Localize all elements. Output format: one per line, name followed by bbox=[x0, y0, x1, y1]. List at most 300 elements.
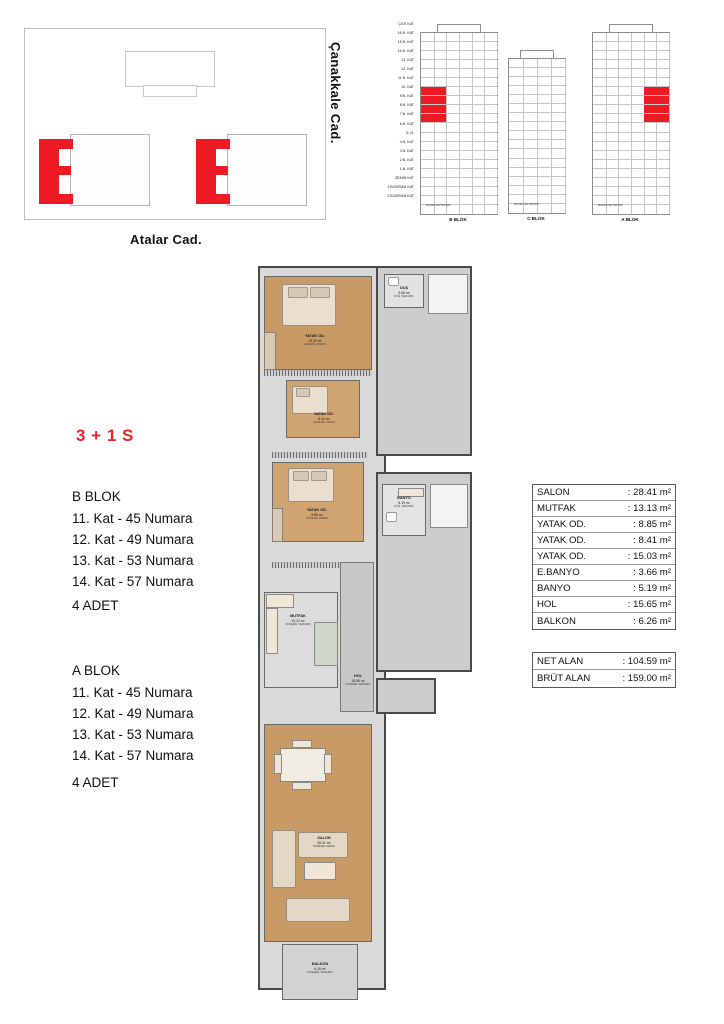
room-name: MUTFAK bbox=[290, 614, 306, 618]
unit-cell bbox=[434, 142, 448, 150]
unit-cell bbox=[551, 113, 566, 121]
unit-cell bbox=[472, 187, 486, 195]
block-b-unit: 13. Kat - 53 Numara bbox=[72, 553, 194, 568]
unit-cell bbox=[618, 33, 632, 41]
tower-floor-row bbox=[593, 114, 669, 123]
unit-cell bbox=[523, 177, 538, 185]
block-a-unit: 14. Kat - 57 Numara bbox=[72, 748, 194, 763]
site-plan-highlight-a bbox=[196, 139, 216, 204]
highlighted-unit-cell bbox=[421, 96, 435, 104]
unit-cell bbox=[551, 149, 566, 157]
unit-cell bbox=[644, 69, 658, 77]
tower-c-blok bbox=[508, 58, 566, 214]
tower-floor-row bbox=[509, 95, 565, 104]
unit-cell bbox=[551, 140, 566, 148]
tower-floor-row bbox=[593, 105, 669, 114]
unit-cell bbox=[421, 78, 435, 86]
highlighted-unit-cell bbox=[434, 87, 448, 95]
room-floor: DÖŞEME: PARKE bbox=[312, 845, 336, 849]
unit-cell bbox=[537, 95, 552, 103]
unit-cell bbox=[459, 133, 473, 141]
unit-cell bbox=[446, 160, 460, 168]
area-row-name: E.BANYO bbox=[537, 567, 580, 578]
highlighted-unit-cell bbox=[656, 105, 670, 113]
unit-cell bbox=[593, 105, 607, 113]
unit-cell bbox=[523, 186, 538, 194]
unit-cell bbox=[459, 187, 473, 195]
tower-floor-row bbox=[509, 177, 565, 186]
block-b-unit: 12. Kat - 49 Numara bbox=[72, 532, 194, 547]
unit-cell bbox=[644, 78, 658, 86]
unit-cell bbox=[421, 187, 435, 195]
floor-label: 13. KAT bbox=[401, 58, 414, 63]
area-row-name: MUTFAK bbox=[537, 503, 576, 514]
table-row bbox=[533, 549, 675, 565]
tower-floor-row bbox=[509, 168, 565, 177]
unit-cell bbox=[656, 196, 670, 204]
tower-floor-row bbox=[421, 78, 497, 87]
tower-floor-row bbox=[593, 160, 669, 169]
tower-floor-row bbox=[593, 51, 669, 60]
unit-cell bbox=[644, 51, 658, 59]
room-label-dus bbox=[386, 286, 422, 300]
unit-cell bbox=[446, 123, 460, 131]
unit-cell bbox=[606, 142, 620, 150]
floor-label: 3.N. KAT bbox=[399, 148, 414, 153]
unit-cell bbox=[459, 42, 473, 50]
chair-furniture bbox=[324, 754, 332, 774]
unit-cell bbox=[631, 205, 645, 214]
block-b-count: 4 ADET bbox=[72, 598, 119, 613]
highlighted-unit-cell bbox=[421, 114, 435, 122]
shaft-area bbox=[428, 274, 468, 314]
unit-cell bbox=[434, 51, 448, 59]
unit-cell bbox=[618, 78, 632, 86]
unit-cell bbox=[631, 96, 645, 104]
room-label-yatak-15 bbox=[280, 334, 350, 348]
unit-cell bbox=[631, 178, 645, 186]
unit-cell bbox=[537, 159, 552, 167]
tower-floor-row bbox=[593, 133, 669, 142]
unit-cell bbox=[656, 33, 670, 41]
unit-cell bbox=[656, 178, 670, 186]
highlighted-unit-cell bbox=[644, 105, 658, 113]
unit-cell bbox=[472, 133, 486, 141]
highlighted-unit-cell bbox=[644, 114, 658, 122]
unit-cell bbox=[472, 96, 486, 104]
block-a-unit: 13. Kat - 53 Numara bbox=[72, 727, 194, 742]
unit-cell bbox=[656, 123, 670, 131]
unit-cell bbox=[472, 114, 486, 122]
tower-floor-row bbox=[421, 69, 497, 78]
site-plan-highlight-b bbox=[39, 139, 59, 204]
tower-floor-row bbox=[509, 77, 565, 86]
unit-cell bbox=[656, 142, 670, 150]
tower-floor-row bbox=[421, 33, 497, 42]
site-plan-block-b bbox=[70, 134, 150, 206]
table-row bbox=[533, 653, 675, 670]
block-b-unit: 11. Kat - 45 Numara bbox=[72, 511, 193, 526]
unit-cell bbox=[644, 178, 658, 186]
room-floor: DÖŞEME: SERAMİK bbox=[345, 683, 371, 687]
highlighted-unit-cell bbox=[434, 114, 448, 122]
coffee-table-furniture bbox=[304, 862, 336, 880]
unit-cell bbox=[537, 122, 552, 130]
unit-cell bbox=[446, 105, 460, 113]
table-row bbox=[533, 485, 675, 501]
room-area: 15.03 m² bbox=[308, 338, 322, 343]
block-a-unit: 12. Kat - 49 Numara bbox=[72, 706, 194, 721]
unit-cell bbox=[644, 160, 658, 168]
tower-floor-row bbox=[509, 104, 565, 113]
tower-floor-row bbox=[593, 78, 669, 87]
unit-cell bbox=[421, 69, 435, 77]
site-plan-highlight-a-arm2 bbox=[216, 166, 228, 175]
unit-cell bbox=[421, 123, 435, 131]
room-name: BANYO bbox=[397, 496, 411, 500]
pillow-furniture bbox=[310, 287, 330, 298]
highlighted-unit-cell bbox=[656, 87, 670, 95]
unit-cell bbox=[537, 168, 552, 176]
table-row bbox=[533, 597, 675, 613]
unit-cell bbox=[459, 96, 473, 104]
unit-cell bbox=[523, 168, 538, 176]
room-floor: DÖŞ. SERAMİK bbox=[394, 505, 414, 509]
tower-floor-row bbox=[509, 113, 565, 122]
unit-cell bbox=[472, 196, 486, 204]
room-hol bbox=[340, 562, 374, 712]
unit-cell bbox=[484, 42, 498, 50]
unit-cell bbox=[606, 114, 620, 122]
area-row-value: : 8.85 m² bbox=[633, 519, 671, 530]
floor-label: 4.N. KAT bbox=[399, 139, 414, 144]
tower-floor-row bbox=[509, 159, 565, 168]
unit-cell bbox=[446, 142, 460, 150]
tower-base-text: BODRUM/TEKNİK bbox=[598, 203, 624, 207]
unit-cell bbox=[606, 160, 620, 168]
shaft-area bbox=[430, 484, 468, 528]
unit-cell bbox=[606, 60, 620, 68]
unit-cell bbox=[484, 87, 498, 95]
unit-cell bbox=[434, 151, 448, 159]
unit-cell bbox=[446, 114, 460, 122]
unit-cell bbox=[618, 87, 632, 95]
unit-cell bbox=[484, 133, 498, 141]
unit-cell bbox=[644, 42, 658, 50]
unit-cell bbox=[618, 151, 632, 159]
unit-cell bbox=[537, 195, 552, 203]
unit-cell bbox=[523, 122, 538, 130]
unit-cell bbox=[631, 133, 645, 141]
tower-floor-row bbox=[593, 96, 669, 105]
unit-cell bbox=[631, 151, 645, 159]
unit-cell bbox=[631, 87, 645, 95]
unit-cell bbox=[509, 68, 524, 76]
unit-cell bbox=[656, 60, 670, 68]
unit-cell bbox=[593, 142, 607, 150]
floor-label: 16.N. KAT bbox=[397, 31, 414, 36]
area-row-name: YATAK OD. bbox=[537, 519, 587, 530]
unit-cell bbox=[537, 204, 552, 213]
unit-cell bbox=[446, 69, 460, 77]
plan-outline-lower-right bbox=[376, 678, 436, 714]
unit-cell bbox=[484, 178, 498, 186]
unit-cell bbox=[618, 169, 632, 177]
unit-cell bbox=[551, 186, 566, 194]
area-row-value: : 15.03 m² bbox=[627, 551, 671, 562]
unit-cell bbox=[656, 160, 670, 168]
site-plan-block-a bbox=[227, 134, 307, 206]
site-plan bbox=[24, 28, 326, 220]
unit-cell bbox=[537, 149, 552, 157]
unit-cell bbox=[593, 42, 607, 50]
unit-cell bbox=[644, 151, 658, 159]
unit-cell bbox=[656, 205, 670, 214]
highlighted-unit-cell bbox=[421, 105, 435, 113]
unit-cell bbox=[593, 78, 607, 86]
unit-cell bbox=[593, 151, 607, 159]
unit-cell bbox=[446, 60, 460, 68]
table-row bbox=[533, 670, 675, 687]
unit-cell bbox=[484, 105, 498, 113]
chair-furniture bbox=[292, 782, 312, 790]
unit-cell bbox=[523, 113, 538, 121]
unit-cell bbox=[551, 195, 566, 203]
toilet-fixture bbox=[386, 512, 397, 522]
unit-cell bbox=[421, 133, 435, 141]
unit-cell bbox=[472, 33, 486, 41]
room-floor: DÖŞEME: PARKE bbox=[312, 421, 336, 425]
unit-cell bbox=[523, 131, 538, 139]
unit-cell bbox=[421, 178, 435, 186]
unit-cell bbox=[446, 151, 460, 159]
unit-cell bbox=[631, 105, 645, 113]
sofa-furniture bbox=[272, 830, 296, 888]
table-row bbox=[533, 501, 675, 517]
tower-floor-row bbox=[593, 42, 669, 51]
unit-cell bbox=[551, 86, 566, 94]
unit-cell bbox=[509, 149, 524, 157]
counter-furniture bbox=[266, 594, 294, 608]
area-row-value: : 5.19 m² bbox=[633, 583, 671, 594]
tower-floor-row bbox=[593, 60, 669, 69]
block-b-unit: 14. Kat - 57 Numara bbox=[72, 574, 194, 589]
block-a-unit: 11. Kat - 45 Numara bbox=[72, 685, 193, 700]
tower-label: B BLOK bbox=[449, 217, 467, 222]
unit-cell bbox=[509, 186, 524, 194]
unit-cell bbox=[523, 59, 538, 67]
tower-floor-row bbox=[509, 86, 565, 95]
block-a-name: A BLOK bbox=[72, 663, 121, 678]
tower-floor-row bbox=[509, 122, 565, 131]
tower-floor-row bbox=[593, 169, 669, 178]
tower-floor-row bbox=[509, 131, 565, 140]
unit-cell bbox=[421, 142, 435, 150]
unit-cell bbox=[631, 60, 645, 68]
unit-cell bbox=[484, 33, 498, 41]
unit-cell bbox=[631, 123, 645, 131]
unit-cell bbox=[459, 123, 473, 131]
tower-floor-row bbox=[421, 105, 497, 114]
unit-cell bbox=[618, 123, 632, 131]
unit-cell bbox=[606, 105, 620, 113]
unit-cell bbox=[509, 59, 524, 67]
unit-cell bbox=[484, 169, 498, 177]
unit-cell bbox=[537, 86, 552, 94]
highlighted-unit-cell bbox=[656, 96, 670, 104]
unit-cell bbox=[446, 78, 460, 86]
tower-floor-row bbox=[593, 33, 669, 42]
unit-cell bbox=[509, 77, 524, 85]
unit-cell bbox=[446, 33, 460, 41]
unit-cell bbox=[644, 196, 658, 204]
site-plan-highlight-a-arm1 bbox=[216, 139, 230, 149]
floor-label: 11.N. KAT bbox=[397, 76, 414, 81]
highlighted-unit-cell bbox=[434, 105, 448, 113]
unit-cell bbox=[484, 187, 498, 195]
unit-cell bbox=[631, 51, 645, 59]
unit-cell bbox=[593, 69, 607, 77]
tower-label: C BLOK bbox=[527, 215, 545, 221]
room-label-balkon bbox=[292, 962, 348, 976]
room-area: 15.65 m² bbox=[351, 678, 365, 683]
unit-cell bbox=[472, 105, 486, 113]
unit-cell bbox=[446, 133, 460, 141]
unit-cell bbox=[446, 178, 460, 186]
unit-cell bbox=[472, 205, 486, 214]
unit-cell bbox=[644, 33, 658, 41]
net-area-value: : 104.59 m² bbox=[622, 655, 671, 667]
area-row-value: : 28.41 m² bbox=[627, 487, 671, 498]
unit-cell bbox=[421, 60, 435, 68]
unit-cell bbox=[618, 160, 632, 168]
block-b-name: B BLOK bbox=[72, 489, 121, 504]
unit-cell bbox=[551, 204, 566, 213]
unit-cell bbox=[606, 169, 620, 177]
unit-cell bbox=[593, 133, 607, 141]
tower-floor-row bbox=[421, 178, 497, 187]
unit-cell bbox=[537, 177, 552, 185]
unit-cell bbox=[593, 187, 607, 195]
unit-cell bbox=[472, 87, 486, 95]
tower-floor-row bbox=[593, 142, 669, 151]
unit-cell bbox=[434, 187, 448, 195]
unit-cell bbox=[644, 133, 658, 141]
unit-cell bbox=[459, 160, 473, 168]
unit-cell bbox=[593, 51, 607, 59]
unit-cell bbox=[631, 187, 645, 195]
room-area: 13.13 m² bbox=[291, 618, 305, 623]
unit-cell bbox=[551, 131, 566, 139]
unit-cell bbox=[593, 96, 607, 104]
unit-cell bbox=[459, 78, 473, 86]
site-plan-top-building bbox=[125, 51, 215, 87]
sofa-furniture bbox=[286, 898, 350, 922]
tower-floor-row bbox=[509, 68, 565, 77]
unit-cell bbox=[472, 123, 486, 131]
unit-cell bbox=[484, 51, 498, 59]
unit-cell bbox=[551, 168, 566, 176]
unit-cell bbox=[606, 123, 620, 131]
unit-cell bbox=[509, 113, 524, 121]
tower-floor-row bbox=[421, 123, 497, 132]
room-label-yatak-8-85 bbox=[286, 508, 348, 522]
unit-cell bbox=[631, 69, 645, 77]
unit-cell bbox=[446, 87, 460, 95]
unit-cell bbox=[472, 78, 486, 86]
tower-floor-row bbox=[509, 149, 565, 158]
chair-furniture bbox=[274, 754, 282, 774]
unit-cell bbox=[537, 104, 552, 112]
unit-cell bbox=[644, 60, 658, 68]
unit-cell bbox=[459, 33, 473, 41]
room-label-mutfak bbox=[272, 614, 324, 628]
unit-cell bbox=[618, 105, 632, 113]
unit-cell bbox=[509, 86, 524, 94]
block-b-unit-list bbox=[72, 486, 194, 592]
unit-cell bbox=[472, 160, 486, 168]
room-area: 5.19 m² bbox=[398, 500, 410, 505]
unit-cell bbox=[459, 105, 473, 113]
unit-cell bbox=[484, 96, 498, 104]
unit-cell bbox=[434, 169, 448, 177]
unit-cell bbox=[656, 42, 670, 50]
area-row-name: SALON bbox=[537, 487, 570, 498]
tower-a-blok bbox=[592, 32, 670, 215]
room-area: 8.41 m² bbox=[318, 416, 330, 421]
floor-label: 15.N. KAT bbox=[397, 40, 414, 45]
unit-cell bbox=[421, 169, 435, 177]
tower-floor-row bbox=[593, 123, 669, 132]
unit-cell bbox=[593, 160, 607, 168]
unit-cell bbox=[434, 160, 448, 168]
unit-cell bbox=[484, 114, 498, 122]
area-row-value: : 3.66 m² bbox=[633, 567, 671, 578]
tower-floor-row bbox=[421, 169, 497, 178]
room-floor: DÖŞEME: SERAMİK bbox=[285, 623, 311, 627]
area-row-name: BANYO bbox=[537, 583, 571, 594]
plan-title: 3 + 1 S bbox=[76, 426, 134, 445]
tower-floor-row bbox=[593, 187, 669, 196]
site-plan-highlight-b-arm2 bbox=[59, 166, 71, 175]
floor-label: 7.N. KAT bbox=[399, 112, 414, 117]
floor-label: 1.N. KAT bbox=[399, 166, 414, 171]
floor-label: 8.N. KAT bbox=[399, 103, 414, 108]
site-plan-highlight-b-arm1 bbox=[59, 139, 73, 149]
unit-cell bbox=[472, 169, 486, 177]
unit-cell bbox=[551, 59, 566, 67]
floor-label: ÇATI KAT bbox=[398, 22, 414, 26]
unit-cell bbox=[606, 42, 620, 50]
area-row-name: HOL bbox=[537, 599, 557, 610]
unit-cell bbox=[606, 78, 620, 86]
area-row-value: : 6.26 m² bbox=[633, 615, 671, 627]
tower-floor-row bbox=[421, 51, 497, 60]
tower-floor-row bbox=[421, 96, 497, 105]
unit-cell bbox=[551, 122, 566, 130]
room-area: 28.41 m² bbox=[317, 840, 331, 845]
unit-cell bbox=[551, 159, 566, 167]
toilet-fixture bbox=[388, 277, 399, 286]
unit-cell bbox=[644, 205, 658, 214]
apartment-floor-plan bbox=[258, 262, 472, 1002]
unit-cell bbox=[537, 140, 552, 148]
room-floor: DÖŞEME: PARKE bbox=[303, 343, 327, 347]
room-label-hol bbox=[336, 674, 380, 688]
room-name: YATAK OD. bbox=[314, 412, 334, 416]
block-a-unit-list bbox=[72, 660, 194, 766]
unit-cell bbox=[484, 60, 498, 68]
